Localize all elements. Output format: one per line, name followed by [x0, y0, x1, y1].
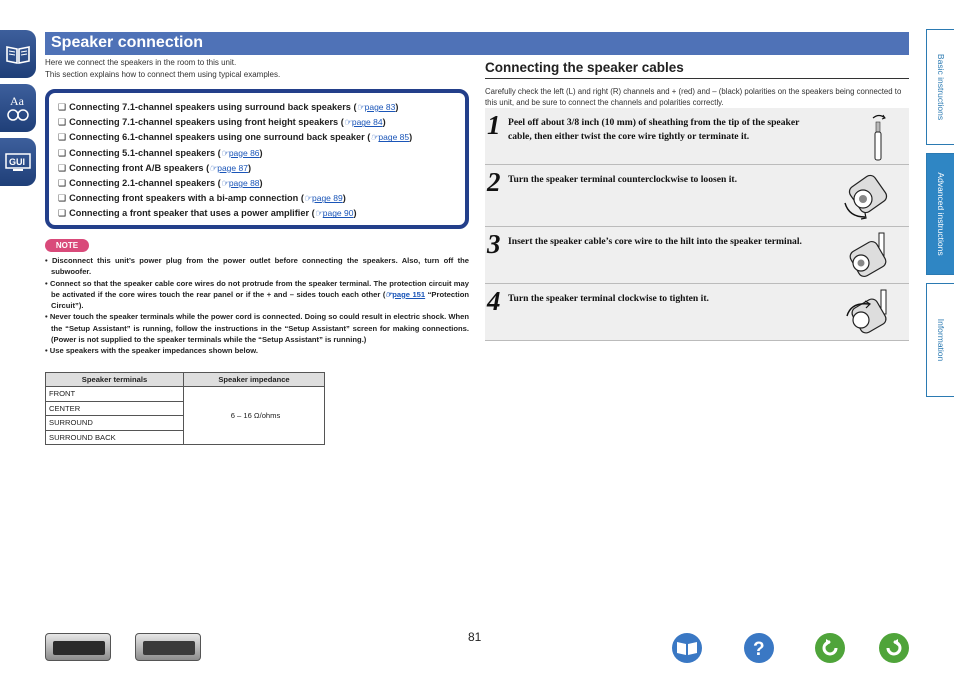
checkbox-icon: ❑	[58, 102, 67, 112]
note-text: “Protection Circuit”).	[51, 289, 469, 311]
book-icon[interactable]	[0, 30, 36, 78]
note-badge: NOTE	[45, 239, 89, 252]
help-icon[interactable]	[744, 633, 774, 663]
step-item	[485, 227, 909, 284]
table-cell-impedance: 6 – 16 Ω/ohms	[184, 387, 325, 445]
receiver-rear-icon[interactable]	[135, 633, 201, 661]
pointing-hand-icon: ☞	[370, 132, 379, 143]
receiver-front-icon[interactable]	[45, 633, 111, 661]
section-description: Carefully check the left (L) and right (R) channels and + (red) and – (black) polarities on the speakers being connected to this unit, and be sure to connect the channels and polarities correctly.	[485, 87, 902, 107]
link-label: Connecting front speakers with a bi-amp connection	[69, 193, 299, 204]
manual-book-icon[interactable]	[672, 633, 702, 663]
back-icon[interactable]	[815, 633, 845, 663]
pointing-hand-icon: ☞	[220, 147, 229, 158]
pointing-hand-icon: ☞	[303, 193, 312, 204]
table-cell: SURROUND BACK	[46, 430, 184, 445]
link-label: Connecting 6.1-channel speakers using one surround back speaker	[69, 132, 365, 143]
tab-information[interactable]	[926, 283, 954, 397]
pointing-hand-icon: ☞	[314, 208, 323, 219]
step-number: 3	[487, 229, 501, 259]
note-item: • Never touch the speaker terminals while the power cord is connected. Doing so could result in electric shock. When the “Setup Assistant” is running, follow the instructions in the “Setup Assistant” screen for making connections. (Power is not supplied to the speaker terminals while the “Setup Assistant” is running.)	[45, 312, 469, 345]
link-item[interactable]: ❑ Connecting 7.1-channel speakers using surround back speakers (☞page 83)	[58, 102, 399, 112]
side-tabs	[926, 29, 954, 405]
link-label: Connecting 2.1-channel speakers	[69, 178, 216, 189]
impedance-table	[45, 372, 325, 445]
notes-list	[45, 255, 469, 357]
note-item: • Disconnect this unit’s power plug from the power outlet before connecting the speakers. Also, turn off the subwoofer.	[45, 256, 469, 277]
link-label: Connecting 5.1-channel speakers	[69, 147, 216, 158]
page-link[interactable]: page 87	[217, 162, 248, 173]
tab-basic-instructions[interactable]	[926, 29, 954, 145]
checkbox-icon: ❑	[58, 132, 67, 143]
tab-label: Basic instructions	[935, 53, 946, 121]
link-item[interactable]: ❑ Connecting 5.1-channel speakers (☞page 86)	[58, 147, 263, 158]
note-text: Never touch the speaker terminals while the power cord is connected. Doing so could result in electric shock. When the “Setup Assistant” is running, follow the instructions in the “Setup Assistant” screen for making connections. (Power is not supplied to the speaker terminals while the “Setup Assistant” is running.)	[49, 312, 469, 345]
step-text: Turn the speaker terminal clockwise to tighten it.	[508, 293, 709, 304]
page-link[interactable]: page 151	[392, 289, 426, 299]
gui-icon[interactable]	[0, 138, 36, 186]
link-item[interactable]: ❑ Connecting 7.1-channel speakers using front height speakers (☞page 84)	[58, 117, 386, 128]
stripped-cable-illustration	[865, 112, 895, 167]
table-cell: SURROUND	[46, 416, 184, 431]
link-item[interactable]: ❑ Connecting front A/B speakers (☞page 87)	[58, 162, 252, 173]
step-text: Insert the speaker cable’s core wire to the hilt into the speaker terminal.	[508, 236, 802, 247]
table-row	[46, 387, 325, 402]
link-label: Connecting front A/B speakers	[69, 162, 204, 173]
intro-line: This section explains how to connect them using typical examples.	[45, 70, 281, 79]
table-header-row	[46, 373, 325, 387]
tab-label: Advanced instructions	[935, 172, 946, 256]
pointing-hand-icon: ☞	[385, 289, 393, 299]
terminal-loosen-illustration	[839, 169, 895, 228]
step-item	[485, 284, 909, 341]
link-item[interactable]: ❑ Connecting front speakers with a bi-amp connection (☞page 89)	[58, 193, 346, 204]
checkbox-icon: ❑	[58, 208, 67, 219]
step-number: 1	[487, 110, 501, 140]
checkbox-icon: ❑	[58, 147, 67, 158]
section-heading: Connecting the speaker cables	[485, 60, 909, 79]
svg-text:GUI: GUI	[9, 157, 26, 167]
checkbox-icon: ❑	[58, 193, 67, 204]
step-number: 2	[487, 167, 501, 197]
intro-text	[45, 57, 465, 81]
note-item: • Connect so that the speaker cable core wires do not protrude from the speaker terminal. The protection circuit may be activated if the core wires touch the rear panel or if the + and – sides touch each other (☞page 151 “Protection Circuit”).	[45, 278, 469, 311]
forward-icon[interactable]	[879, 633, 909, 663]
page-number: 81	[468, 630, 482, 644]
note-item: • Use speakers with the speaker impedances shown below.	[45, 346, 258, 356]
page-link[interactable]: page 90	[322, 208, 354, 219]
connection-links-box	[45, 89, 469, 229]
step-item	[485, 108, 909, 165]
pointing-hand-icon: ☞	[220, 178, 229, 189]
pointing-hand-icon: ☞	[209, 162, 218, 173]
text-settings-icon[interactable]	[0, 84, 36, 132]
page-link[interactable]: page 88	[228, 178, 260, 189]
pointing-hand-icon: ☞	[356, 102, 365, 112]
link-label: Connecting a front speaker that uses a power amplifier	[69, 208, 310, 219]
intro-line: Here we connect the speakers in the room to this unit.	[45, 58, 237, 67]
tab-label: Information	[935, 318, 946, 362]
link-item[interactable]: ❑ Connecting 6.1-channel speakers using one surround back speaker (☞page 85)	[58, 132, 413, 143]
note-text: Use speakers with the speaker impedances shown below.	[49, 346, 258, 356]
page-link[interactable]: page 84	[351, 117, 383, 128]
checkbox-icon: ❑	[58, 117, 67, 128]
table-header: Speaker terminals	[46, 373, 184, 387]
table-header: Speaker impedance	[184, 373, 325, 387]
pointing-hand-icon: ☞	[343, 117, 352, 128]
step-number: 4	[487, 286, 501, 316]
step-item	[485, 165, 909, 227]
tab-advanced-instructions[interactable]	[926, 153, 954, 275]
step-text: Turn the speaker terminal counterclockwise to loosen it.	[508, 174, 737, 185]
table-cell: CENTER	[46, 401, 184, 416]
checkbox-icon: ❑	[58, 162, 67, 173]
svg-text:?: ?	[753, 639, 765, 659]
page-link[interactable]: page 89	[311, 193, 343, 204]
page-title: Speaker connection	[45, 32, 909, 55]
terminal-insert-illustration	[843, 231, 895, 286]
page-link[interactable]: page 83	[364, 102, 396, 112]
link-label: Connecting 7.1-channel speakers using front height speakers	[69, 117, 339, 128]
link-label: Connecting 7.1-channel speakers using surround back speakers	[69, 102, 351, 112]
checkbox-icon: ❑	[58, 178, 67, 189]
page-link[interactable]: page 85	[378, 132, 410, 143]
terminal-tighten-illustration	[843, 288, 895, 343]
steps-list	[485, 108, 909, 341]
note-text: Disconnect this unit’s power plug from the power outlet before connecting the speakers. Also, turn off the subwoofer.	[51, 256, 469, 277]
page-link[interactable]: page 86	[228, 147, 260, 158]
table-cell: FRONT	[46, 387, 184, 402]
svg-text:Aa: Aa	[10, 94, 24, 108]
link-item[interactable]: ❑ Connecting a front speaker that uses a power amplifier (☞page 90)	[58, 208, 357, 219]
left-icon-column	[0, 30, 38, 192]
note-text: Connect so that the speaker cable core wires do not protrude from the speaker terminal. The protection circuit may be activated if the core wires touch the rear panel or if the + and – sides touch each other (	[49, 278, 469, 299]
step-text: Peel off about 3/8 inch (10 mm) of sheathing from the tip of the speaker cable, then either twist the core wire tightly or terminate it.	[508, 117, 800, 142]
link-item[interactable]: ❑ Connecting 2.1-channel speakers (☞page 88)	[58, 178, 263, 189]
